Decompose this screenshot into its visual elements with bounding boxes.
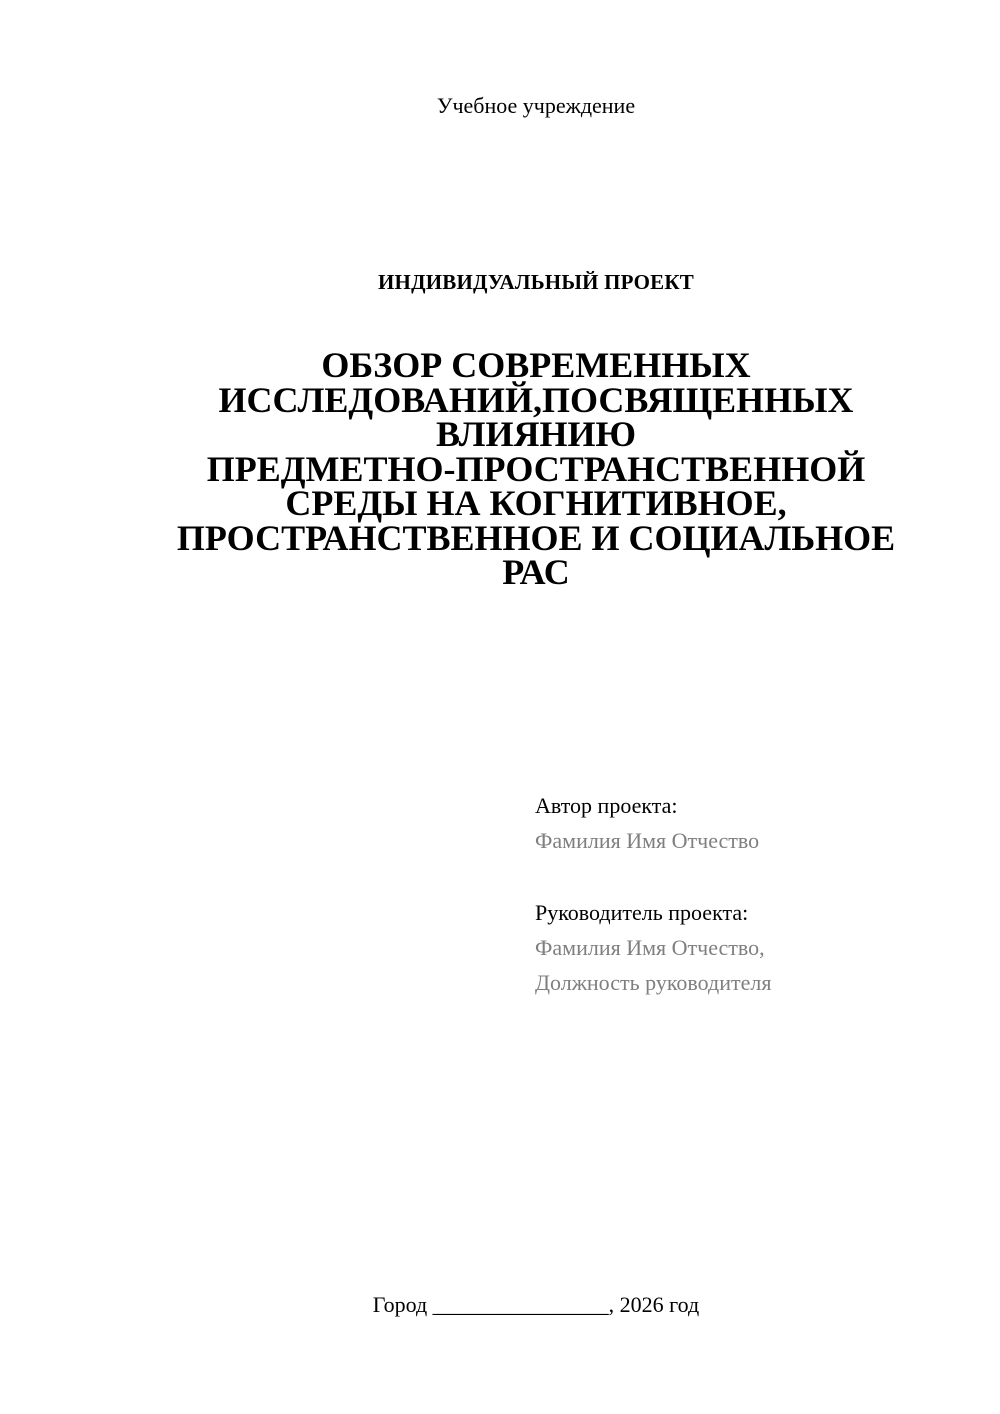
institution-name: Учебное учреждение: [436, 93, 636, 118]
project-title-line: ПРОСТРАНСТВЕННОЕ И СОЦИАЛЬНОЕ: [176, 517, 896, 558]
supervisor-position: Должность руководителя: [535, 970, 772, 995]
project-title-line: СРЕДЫ НА КОГНИТИВНОЕ,: [285, 483, 787, 523]
project-title: [100, 345, 972, 592]
city-year-line: Город ________________, 2026 год: [372, 1292, 700, 1317]
credits-spacer: [535, 858, 975, 895]
author-name: Фамилия Имя Отчество: [535, 828, 760, 853]
author-label: Автор проекта:: [535, 793, 678, 818]
project-title-line: ВЛИЯНИЮ: [435, 414, 636, 454]
credits-block: [535, 788, 975, 1000]
project-title-line: ОБЗОР СОВРЕМЕННЫХ: [321, 345, 751, 385]
project-title-line: ИССЛЕДОВАНИЙ,ПОСВЯЩЕННЫХ: [218, 379, 854, 420]
project-type-heading: ИНДИВИДУАЛЬНЫЙ ПРОЕКТ: [378, 270, 694, 294]
supervisor-label: Руководитель проекта:: [535, 900, 749, 925]
supervisor-name: Фамилия Имя Отчество,: [535, 935, 765, 960]
project-title-line: ПРЕДМЕТНО-ПРОСТРАНСТВЕННОЙ: [206, 448, 866, 489]
project-title-line: РАС: [502, 552, 570, 592]
